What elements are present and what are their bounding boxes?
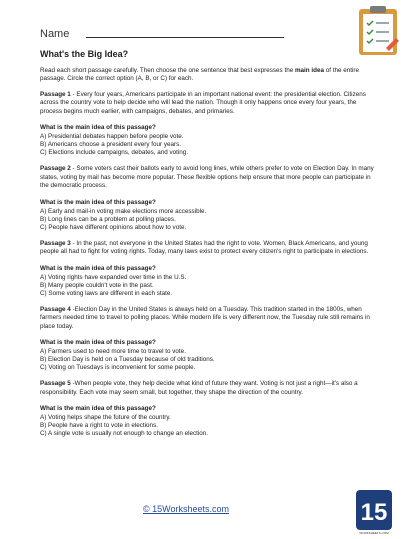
passage-label: Passage 1 [40,90,71,98]
answer-option[interactable]: A) Farmers used to need more time to travel to vote. [40,348,186,356]
passage-block-1 [40,91,380,158]
passage-body: -When people vote, they help decide what kind of future they want. Voting is not just a right—it's also a responsibility. Each vote may seem small, but together, they shape the direction of the country. [40,380,358,396]
passage-label: Passage 2 [40,165,71,173]
answer-option[interactable]: B) Long lines can be a problem at polling places. [40,215,176,223]
answer-option[interactable]: C) Elections include campaigns, debates, and voting. [40,149,189,157]
passage-text [40,306,380,331]
name-line [86,37,284,38]
passage-body: - Some voters cast their ballots early to avoid long lines, while others prefer to vote on Election Day. In many states, voting by mail has become more popular. These flexible options help ensure that more people can participate in the democratic process. [40,165,374,190]
question-text: What is the main idea of this passage? [40,405,156,413]
instructions-text: Read each short passage carefully. Then choose the one sentence that best expresses the [40,67,295,74]
answer-option[interactable]: C) Some voting laws are different in each state. [40,289,173,297]
question-text: What is the main idea of this passage? [40,124,156,132]
answer-options [40,274,380,298]
footer-link[interactable]: © 15Worksheets.com [143,504,229,514]
answer-option[interactable]: A) Voting rights have expanded over time in the U.S. [40,273,187,281]
passage-label: Passage 3 [40,239,71,247]
answer-option[interactable]: B) Americans choose a president every four years. [40,141,182,149]
answer-options [40,414,380,438]
instructions-emphasis: main idea [294,67,324,74]
answer-option[interactable]: B) Election Day is held on a Tuesday because of old traditions. [40,356,215,364]
name-label: Name [40,28,70,40]
answer-option[interactable]: A) Voting helps shape the future of the country. [40,414,171,422]
worksheet-title: What's the Big Idea? [40,49,129,59]
passage-block-3 [40,240,380,298]
passage-body: -Election Day in the United States is always held on a Tuesday. This tradition started in the 1800s, when farmers needed time to travel to polling places. While modern life is very different now, the Tuesday rule still remains in place today. [40,305,370,330]
logo-number: 15 [360,499,388,526]
name-header [40,24,69,42]
answer-option[interactable]: C) A single vote is usually not enough to change an election. [40,430,209,438]
passage-text [40,380,380,397]
logo-text: WORKSHEETS.COM [359,531,389,535]
passage-block-5 [40,380,380,438]
answer-option[interactable]: B) Many people couldn't vote in the past. [40,281,154,289]
worksheets-logo-icon [352,488,396,532]
passage-text [40,240,380,257]
passage-label: Passage 4 [40,305,71,313]
answer-option[interactable]: A) Presidential debates happen before people vote. [40,133,184,141]
passage-body: - In the past, not everyone in the United States had the right to vote. Women, Black Americans, and young people all had to fight for voting rights. Today, many laws exist to protect every citizen's right to participate in elections. [40,239,369,256]
passage-text [40,91,380,116]
question-text: What is the main idea of this passage? [40,198,156,206]
worksheet-content [40,49,380,447]
answer-option[interactable]: C) Voting on Tuesdays is inconvenient for some people. [40,364,196,372]
answer-option[interactable]: B) People have a right to vote in elections. [40,422,158,430]
answer-option[interactable]: A) Early and mail-in voting make elections more accessible. [40,207,207,215]
passage-body: - Every four years, Americans participate in an important national event: the presidential election. Citizens across the country vote to help decide who will lead the nation. Though it only happens once every four years, the process begins much earlier, with campaigns, debates, and primaries. [40,90,366,115]
passage-block-4 [40,306,380,373]
passage-text [40,165,380,190]
answer-options [40,348,380,372]
instructions-text-end: of the entire passage. Circle the correct option (A, B, or C) for each. [40,67,360,83]
instructions [40,67,380,84]
answer-option[interactable]: C) People have different opinions about how to vote. [40,223,187,231]
question-text: What is the main idea of this passage? [40,264,156,272]
passage-label: Passage 5 [40,380,71,388]
passage-block-2 [40,165,380,232]
answer-options [40,208,380,232]
answer-options [40,133,380,157]
question-text: What is the main idea of this passage? [40,339,156,347]
